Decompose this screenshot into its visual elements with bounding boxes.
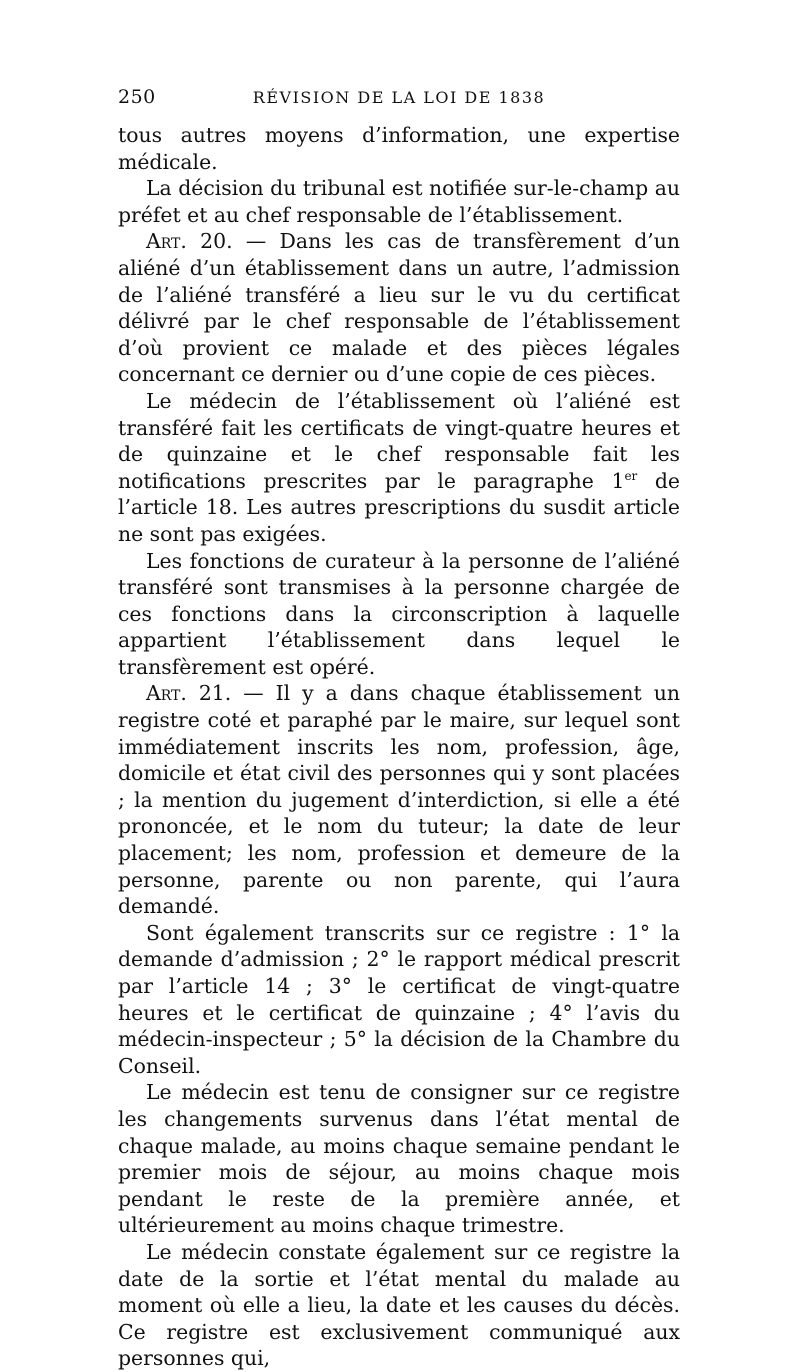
paragraph bbox=[118, 388, 680, 548]
paragraph bbox=[118, 548, 680, 681]
superscript: er bbox=[624, 468, 638, 483]
paragraph-text: Le médecin est tenu de consigner sur ce registre les changements survenus dans l’état mental de chaque malade, au moins chaque semaine pendant le premier mois de séjour, au moins chaque mois pendant le reste de la première année, et ultérieurement au moins chaque trimestre. bbox=[118, 1080, 680, 1238]
paragraph-text: Le médecin de l’établissement où l’aliéné est transféré fait les certificats de vingt-quatre heures et de quinzaine et le chef responsable fait les notifications prescrites par le paragraphe 1 bbox=[118, 388, 680, 493]
body-text bbox=[118, 122, 680, 1372]
paragraph-text: Sont également transcrits sur ce registre : 1° la demande d’admission ; 2° le rapport médical prescrit par l’article 14 ; 3° le certificat de vingt-quatre heures et le certificat de quinzaine ; 4° l’avis du médecin-inspecteur ; 5° la décision de la Chambre du Conseil. bbox=[118, 920, 680, 1078]
paragraph-text: de l’article 18. Les autres prescriptions du susdit article ne sont pas exigées. bbox=[118, 468, 680, 546]
paragraph-text: — Dans les cas de transfèrement d’un aliéné d’un établissement dans un autre, l’admission de l’aliéné transféré a lieu sur le vu du certificat délivré par le chef responsable de l’établissement d’où provient ce malade et des pièces légales concernant ce dernier ou d’une copie de ces pièces. bbox=[118, 229, 681, 387]
book-page bbox=[118, 86, 680, 1372]
paragraph-text: La décision du tribunal est notifiée sur-le-champ au préfet et au chef responsable de l’établissement. bbox=[118, 176, 680, 227]
article-label: Art. 21. bbox=[146, 681, 232, 706]
paragraph-article-21 bbox=[118, 680, 680, 919]
paragraph-text: Le médecin constate également sur ce registre la date de la sortie et l’état mental du malade au moment où elle a lieu, la date et les causes du décès. Ce registre est exclusivement communiqué aux personnes qui, bbox=[118, 1239, 680, 1371]
page-number: 250 bbox=[118, 86, 156, 108]
running-head bbox=[118, 86, 680, 122]
running-title: RÉVISION DE LA LOI DE 1838 bbox=[252, 88, 546, 107]
paragraph bbox=[118, 175, 680, 228]
paragraph bbox=[118, 1239, 680, 1372]
paragraph bbox=[118, 920, 680, 1080]
paragraph-text: Les fonctions de curateur à la personne de l’aliéné transféré sont transmises à la personne chargée de ces fonctions dans la circonscription à laquelle appartient l’établissement dans lequel le transfèrement est opéré. bbox=[118, 548, 680, 679]
paragraph-text: tous autres moyens d’information, une expertise médicale. bbox=[118, 123, 680, 174]
paragraph-continuation bbox=[118, 122, 680, 175]
paragraph bbox=[118, 1079, 680, 1239]
paragraph-text: — Il y a dans chaque établissement un registre coté et paraphé par le maire, sur lequel sont immédiatement inscrits les nom, profession, âge, domicile et état civil des personnes qui y sont placées ; la mention du jugement d’interdiction, si elle a été prononcée, et le nom du tuteur; la date de leur placement; les nom, profession et demeure de la personne, parente ou non parente, qui l’aura demandé. bbox=[118, 681, 680, 919]
article-label: Art. 20. bbox=[146, 229, 233, 254]
paragraph-article-20 bbox=[118, 228, 680, 388]
